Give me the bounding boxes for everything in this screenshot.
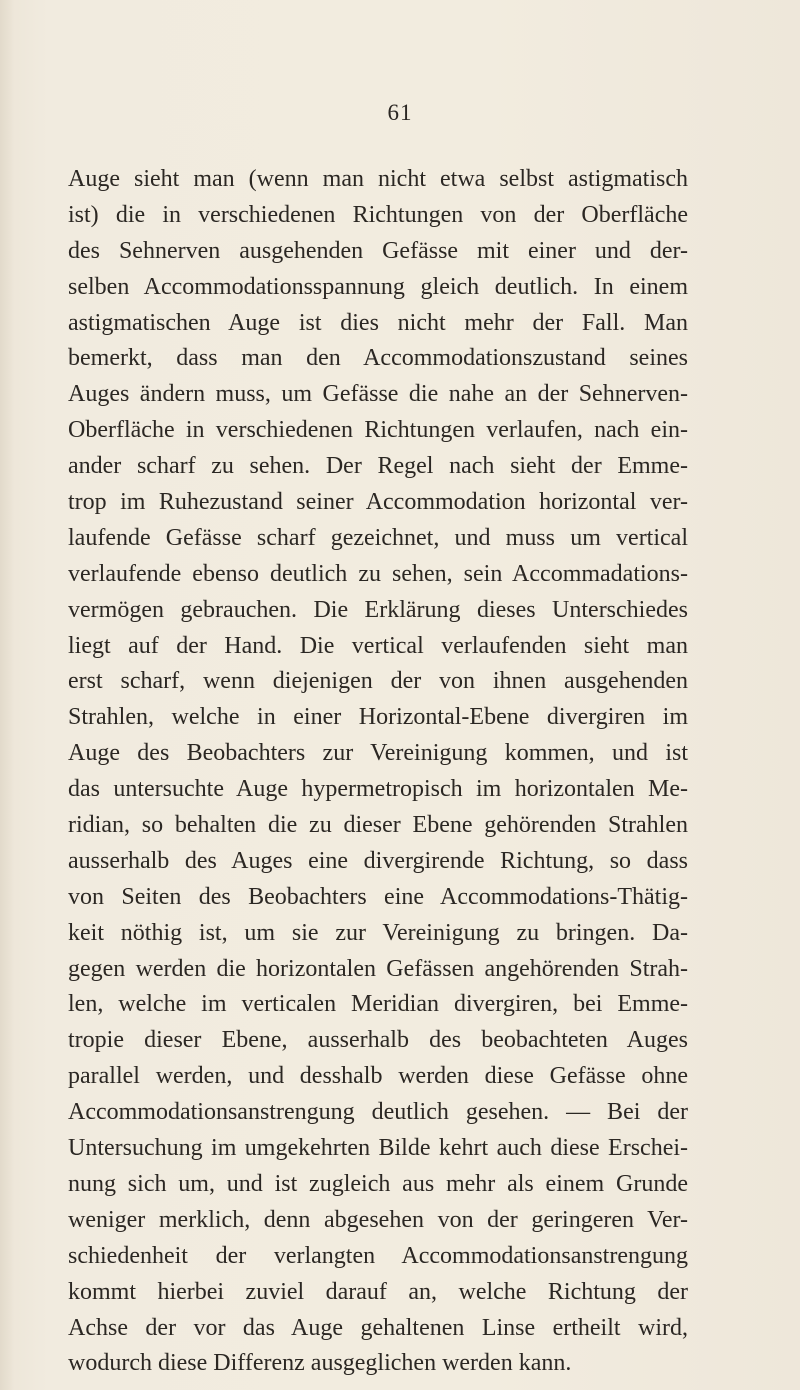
text-line: ridian, so behalten die zu dieser Ebene gehörenden Strahlen (68, 812, 688, 839)
text-line: kommt hierbei zuviel darauf an, welche Richtung der (68, 1278, 688, 1305)
text-line: erst scharf, wenn diejenigen der von ihnen ausgehenden (68, 668, 688, 695)
text-line: Oberfläche in verschiedenen Richtungen verlaufen, nach ein- (68, 417, 688, 444)
text-line: gegen werden die horizontalen Gefässen angehörenden Strah- (68, 955, 688, 982)
text-line: tropie dieser Ebene, ausserhalb des beobachteten Auges (68, 1027, 688, 1054)
text-line: parallel werden, und desshalb werden diese Gefässe ohne (68, 1063, 688, 1090)
text-line: Auges ändern muss, um Gefässe die nahe an der Sehnerven- (68, 381, 688, 408)
text-line: Untersuchung im umgekehrten Bilde kehrt auch diese Erschei- (68, 1135, 688, 1162)
text-line: Auge des Beobachters zur Vereinigung kommen, und ist (68, 740, 688, 767)
text-line: ist) die in verschiedenen Richtungen von der Oberfläche (68, 201, 688, 228)
text-line: von Seiten des Beobachters eine Accommodations-Thätig- (68, 883, 688, 910)
text-line: liegt auf der Hand. Die vertical verlaufenden sieht man (68, 632, 688, 659)
text-line: das untersuchte Auge hypermetropisch im horizontalen Me- (68, 776, 688, 803)
text-line: selben Accommodationsspannung gleich deutlich. In einem (68, 273, 688, 300)
body-paragraph (68, 162, 688, 1382)
text-line: laufende Gefässe scharf gezeichnet, und muss um vertical (68, 524, 688, 551)
text-line: Achse der vor das Auge gehaltenen Linse ertheilt wird, (68, 1314, 688, 1341)
text-line: weniger merklich, denn abgesehen von der geringeren Ver- (68, 1206, 688, 1233)
page-number: 61 (387, 100, 413, 125)
text-line: bemerkt, dass man den Accommodationszustand seines (68, 345, 688, 372)
text-line: wodurch diese Differenz ausgeglichen werden kann. (68, 1350, 572, 1377)
text-line: ander scharf zu sehen. Der Regel nach sieht der Emme- (68, 453, 688, 480)
text-line: keit nöthig ist, um sie zur Vereinigung zu bringen. Da- (68, 919, 688, 946)
page-gutter-shadow (0, 0, 14, 1390)
text-line: astigmatischen Auge ist dies nicht mehr der Fall. Man (68, 309, 688, 336)
text-line: Strahlen, welche in einer Horizontal-Ebene divergiren im (68, 704, 688, 731)
text-line: nung sich um, und ist zugleich aus mehr als einem Grunde (68, 1170, 688, 1197)
text-line: schiedenheit der verlangten Accommodationsanstrengung (68, 1242, 688, 1269)
text-line: len, welche im verticalen Meridian divergiren, bei Emme- (68, 991, 688, 1018)
text-line: verlaufende ebenso deutlich zu sehen, sein Accommadations- (68, 560, 688, 587)
text-line: ausserhalb des Auges eine divergirende Richtung, so dass (68, 847, 688, 874)
text-line: Accommodationsanstrengung deutlich gesehen. — Bei der (68, 1099, 688, 1126)
text-line: des Sehnerven ausgehenden Gefässe mit einer und der- (68, 237, 688, 264)
text-line: trop im Ruhezustand seiner Accommodation horizontal ver- (68, 489, 688, 516)
text-line: vermögen gebrauchen. Die Erklärung dieses Unterschiedes (68, 596, 688, 623)
text-line: Auge sieht man (wenn man nicht etwa selbst astigmatisch (68, 166, 688, 192)
